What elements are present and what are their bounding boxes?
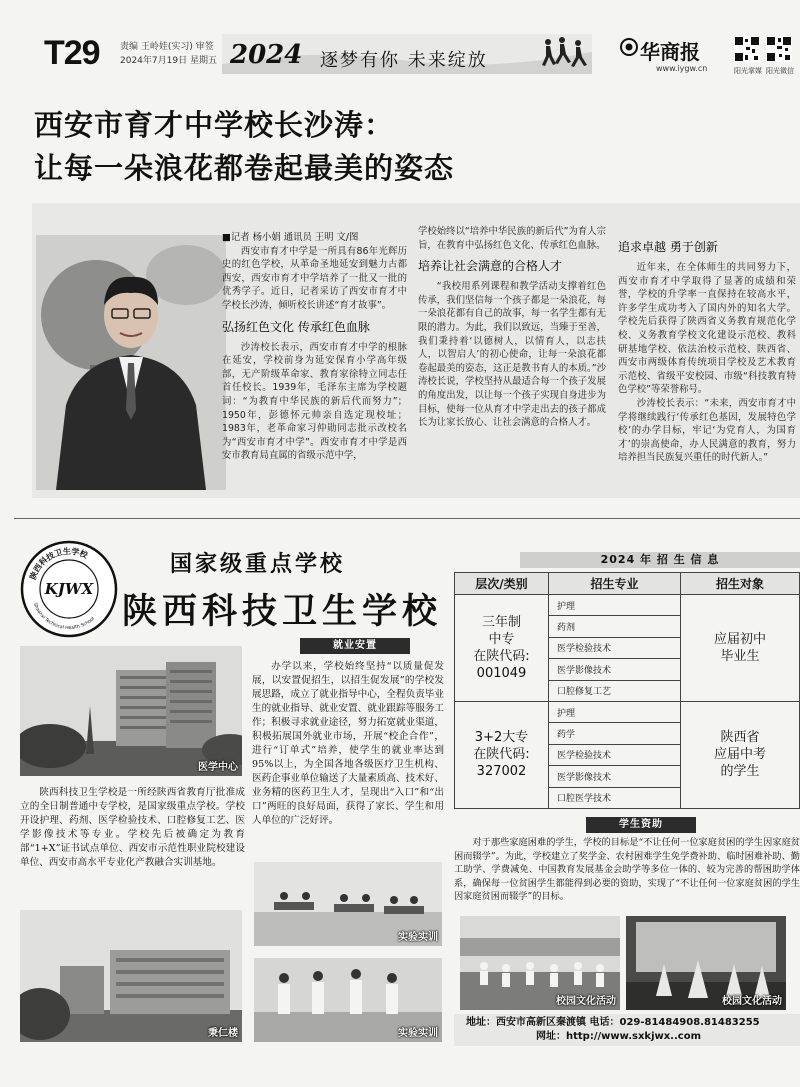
target-line: 陕西省 xyxy=(720,730,760,746)
level-line: 3+2大专 xyxy=(474,730,529,746)
photo-building xyxy=(20,910,242,1042)
photo-caption: 实验实训 xyxy=(398,932,438,943)
photo-culture-2 xyxy=(626,916,786,1010)
table-row xyxy=(455,701,800,722)
photo-lab-2 xyxy=(254,958,442,1042)
emblem-letters: KJWX xyxy=(44,580,94,598)
photo-caption: 校园文化活动 xyxy=(722,996,782,1007)
article-column-3 xyxy=(618,233,796,465)
level-line: 327002 xyxy=(476,764,527,780)
page-number: T29 xyxy=(44,34,100,72)
contact-address: 地址：西安市高新区秦渡镇 电话：029-81484908.81483255 xyxy=(466,1017,760,1028)
photo-medical-center xyxy=(20,646,242,776)
article-headline xyxy=(34,104,454,190)
ad-heading-school: 陕西科技卫生学校 xyxy=(122,591,443,632)
major-cell: 药学 xyxy=(549,723,681,744)
building-photo-icon xyxy=(20,646,242,776)
major-cell: 医学影像技术 xyxy=(549,766,681,787)
article-column-1 xyxy=(222,231,407,463)
slogan-banner xyxy=(222,34,592,74)
newspaper-logo: 华商报 xyxy=(640,40,700,64)
major-cell: 护理 xyxy=(549,701,681,722)
column-header: 招生对象 xyxy=(681,573,800,595)
headline-line-2: 让每一朵浪花都卷起最美的姿态 xyxy=(34,151,455,185)
photo-caption: 校园文化活动 xyxy=(556,996,616,1007)
major-cell: 医学检验技术 xyxy=(549,637,681,658)
column-header: 招生专业 xyxy=(549,573,681,595)
headline-line-1: 西安市育才中学校长沙涛： xyxy=(34,108,395,142)
paragraph: “我校用系列课程和教学活动支撑着红色传承，我们坚信每一个孩子都是一朵浪花，每一朵浪花都有自己的故事，每一名学生都有无限的潜力。为此，我们以致远，当臻于至善，我们秉持着‘以德树人，以情育人，以志扶人，以智启人’的初心使命，让每一朵浪花都卷起最美的姿态，这正是教书育人的本质。”沙涛校长说，学校坚持从最适合每一个孩子发展的角度出发，以让每一个孩子实现自身进步为目标，使每一位从育才中学走出去的孩子都成长为让家长放心、让社会满意的合格人才。 xyxy=(418,281,606,429)
major-cell: 口腔修复工艺 xyxy=(549,680,681,701)
enrollment-title: 2024 年 招 生 信 息 xyxy=(520,552,800,568)
photo-caption: 实验实训 xyxy=(398,1028,438,1039)
table-row xyxy=(455,595,800,616)
section-heading: 追求卓越 勇于创新 xyxy=(618,240,718,254)
paragraph: 办学以来，学校始终坚持“以质量促发展，以安置促招生，以招生促发展”的学校发展思路，成立了就业指导中心，全程负责毕业生的就业指导、就业安置、就业跟踪等服务工作；积极寻求就业途径，努力拓宽就业渠道，积极拓展国外就业市场，开展“校企合作”，进行“订单式”培养，使学生的就业率达到95%以上，为全国各地各级医疗卫生机构、医药企事业单位输送了大量素质高、技术好、业务精的医药卫生人才，呈现出“入口”和“出口”两旺的良好局面，获得了家长、学生和用人单位的广泛好评。 xyxy=(252,661,444,826)
section-divider xyxy=(14,518,800,519)
qr-code-icon[interactable] xyxy=(766,36,792,62)
ad-heading-national: 国家级重点学校 xyxy=(170,552,346,577)
target-line: 应届初中 xyxy=(713,631,766,647)
photo-culture-1 xyxy=(460,916,620,1010)
level-line: 在陕代码: xyxy=(473,747,530,763)
newspaper-url[interactable]: www.iygw.cn xyxy=(656,64,708,73)
level-line: 001049 xyxy=(476,665,527,681)
paragraph: 西安市育才中学是一所具有86年光辉历史的红色学校，从革命圣地延安到魅力古都西安，西安市育才中学培养了一批又一批的优秀学子。近日，记者采访了西安市育才中学校长沙涛，倾听校长讲述“育才故事”。 xyxy=(222,245,407,311)
level-line: 三年制 xyxy=(481,614,521,630)
major-cell: 医学检验技术 xyxy=(549,744,681,765)
paragraph: 学校始终以“培养中华民族的新后代”为育人宗旨，在教育中弘扬红色文化、传承红色血脉。 xyxy=(418,226,606,251)
level-line: 在陕代码: xyxy=(473,648,530,664)
section-label-aid: 学生资助 xyxy=(586,817,696,833)
section-label-employment: 就业安置 xyxy=(300,638,410,654)
level-line: 中专 xyxy=(488,631,515,647)
target-line: 应届中考 xyxy=(713,747,766,763)
campus-photo-icon xyxy=(20,910,242,1042)
major-cell: 护理 xyxy=(549,595,681,616)
enrollment-table xyxy=(454,572,800,809)
emblem-ring-en: Shaanxi Technical Health School xyxy=(31,602,96,632)
qr-code-icon[interactable] xyxy=(734,36,760,62)
major-cell: 医学影像技术 xyxy=(549,659,681,680)
target-line: 的学生 xyxy=(720,764,760,780)
aid-text xyxy=(454,836,800,904)
emblem-ring-cn: 陕西科技卫生学校 xyxy=(28,546,89,581)
photo-lab-1 xyxy=(254,862,442,946)
banner-slogan: 逐梦有你 未来绽放 xyxy=(320,50,488,71)
editor-line: 责编 王岭娃(实习) 审签 xyxy=(120,42,214,52)
byline: ■记者 杨小娟 通讯员 王明 文/图 xyxy=(222,232,359,243)
paragraph: 沙涛校长表示，西安市育才中学的根脉在延安，学校前身为延安保育小学高年级部，无产阶级革命家、教育家徐特立同志任首任校长。1939年，毛泽东主席为学校题词：“为教育中华民族的新后代而努力”；1950年，彭德怀元帅亲自选定现校址；1983年，老革命家习仲勋同志批示改校名为“西安市育才中学”。西安市育才中学是西安市教育局直属的省级示范中学， xyxy=(222,341,407,462)
major-cell: 药剂 xyxy=(549,616,681,637)
paragraph: 近年来，在全体师生的共同努力下，西安市育才中学取得了显著的成绩和荣誉，学校的升学率一直保持在较高水平，许多学生成功考入了国内外的知名大学。学校先后获得了陕西省义务教育规范化学校、义务教育学校文化建设示范校、教科研基地学校、依法治校示范校、陕西省、西安市两级体育传统项目学校及艺术教育示范校、省级平安校园、市级“科技教育特色学校”等荣誉称号。 xyxy=(618,262,796,396)
contact-url[interactable]: 网址：http://www.sxkjwx..com xyxy=(536,1031,701,1042)
target-line: 毕业生 xyxy=(720,648,760,664)
level-cell xyxy=(455,595,549,702)
photo-caption: 秉仁楼 xyxy=(208,1028,238,1039)
banner-year: 2024 xyxy=(230,40,303,70)
paragraph: 沙涛校长表示：“未来，西安市育才中学将继续践行‘传承红色基因，发展特色学校’的办学目标，牢记‘为党育人，为国育才’的崇高使命，办人民满意的教育，努力培养担当民族复兴重任的时代新人。” xyxy=(618,397,796,464)
date-line: 2024年7月19日 星期五 xyxy=(120,56,217,66)
principal-photo xyxy=(36,235,226,490)
contact-info xyxy=(454,1014,800,1046)
interview-article xyxy=(32,203,800,498)
masthead xyxy=(0,30,800,78)
runners-icon xyxy=(540,36,594,74)
article-column-2 xyxy=(418,225,606,430)
target-cell xyxy=(681,595,800,702)
paragraph: 对于那些家庭困难的学生，学校的目标是“不让任何一位家庭贫困的学生因家庭贫困而辍学”。为此，学校建立了奖学金、农村困难学生免学费补助、临时困难补助、勤工助学、学费减免、中国教育发展基金会助学等多位一体的、较为完善的帮困助学体系，确保每一位贫困学生都能得到必要的资助，实现了“不让任何一位家庭贫困的学生因家庭贫困而辍学”的目标。 xyxy=(454,837,800,903)
qr-caption: 阳光微信 xyxy=(766,67,794,75)
qr-caption: 阳光掌媒 xyxy=(734,67,762,75)
major-cell: 口腔医学技术 xyxy=(549,787,681,808)
table-header-row xyxy=(455,573,800,595)
target-cell xyxy=(681,701,800,808)
photo-caption: 医学中心 xyxy=(198,762,238,773)
section-heading: 弘扬红色文化 传承红色血脉 xyxy=(222,319,370,334)
employment-text xyxy=(252,660,444,828)
principal-portrait-icon xyxy=(36,235,226,490)
section-heading: 培养让社会满意的合格人才 xyxy=(418,259,563,274)
school-intro xyxy=(20,786,245,870)
school-emblem-icon xyxy=(20,540,118,638)
editor-info xyxy=(120,40,217,68)
column-header: 层次/类别 xyxy=(455,573,549,595)
paragraph: 陕西科技卫生学校是一所经陕西省教育厅批准成立的全日制普通中专学校，是国家级重点学校。学校开设护理、药剂、医学检验技术、口腔修复工艺、医学影像技术等专业。学校先后被确定为教育部“1+X”证书试点单位、西安市示范性职业院校建设单位、西安市高水平专业化产教融合实训基地。 xyxy=(20,787,245,868)
level-cell xyxy=(455,701,549,808)
sun-logo-icon xyxy=(620,38,638,56)
